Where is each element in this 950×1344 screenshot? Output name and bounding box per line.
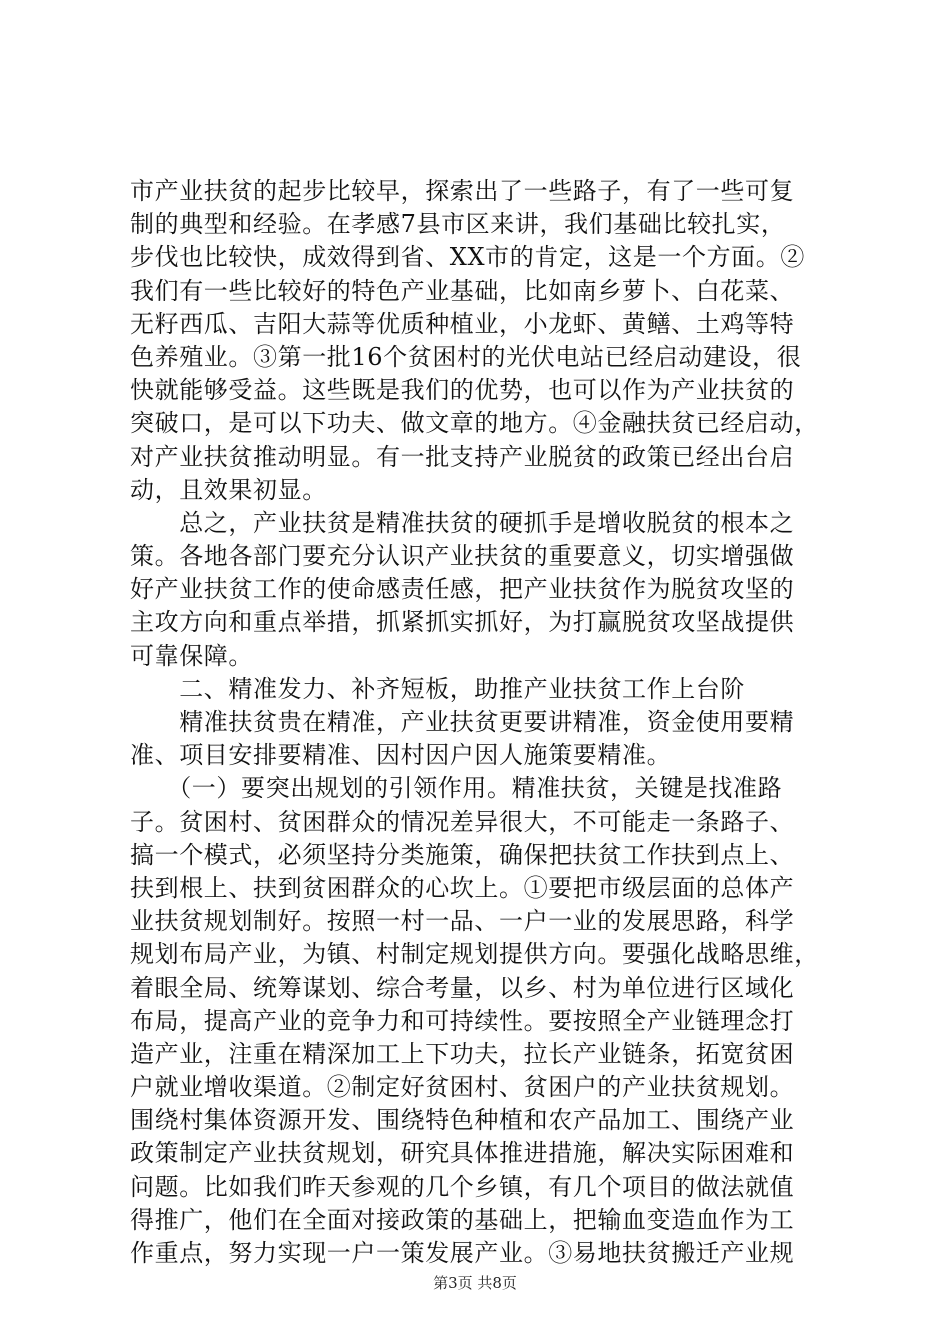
text-line: 对产业扶贫推动明显。有一批支持产业脱贫的政策已经出台启 bbox=[130, 442, 795, 471]
text-line: 政策制定产业扶贫规划，研究具体推进措施，解决实际困难和 bbox=[130, 1139, 795, 1168]
text-line: 搞一个模式，必须坚持分类施策，确保把扶贫工作扶到点上、 bbox=[130, 840, 795, 869]
text-line: 可靠保障。 bbox=[130, 641, 253, 670]
text-line: 制的典型和经验。在孝感7县市区来讲，我们基础比较扎实， bbox=[130, 210, 786, 239]
text-line: 准、项目安排要精准、因村因户因人施策要精准。 bbox=[130, 741, 672, 770]
text-line: 动，且效果初显。 bbox=[130, 475, 327, 504]
text-line: 市产业扶贫的起步比较早，探索出了一些路子，有了一些可复 bbox=[130, 177, 795, 205]
text-line: （一）要突出规划的引领作用。精准扶贫，关键是找准路 bbox=[130, 774, 783, 803]
text-line: 策。各地各部门要充分认识产业扶贫的重要意义，切实增强做 bbox=[130, 542, 795, 571]
body-text bbox=[130, 175, 830, 1270]
text-line: 业扶贫规划制好。按照一村一品、一户一业的发展思路，科学 bbox=[130, 907, 795, 936]
text-line: 作重点，努力实现一户一策发展产业。③易地扶贫搬迁产业规 bbox=[130, 1239, 795, 1267]
text-line: 得推广，他们在全面对接政策的基础上，把输血变造血作为工 bbox=[130, 1205, 795, 1234]
text-line: 扶到根上、扶到贫困群众的心坎上。①要把市级层面的总体产 bbox=[130, 873, 795, 902]
text-line: 问题。比如我们昨天参观的几个乡镇，有几个项目的做法就值 bbox=[130, 1172, 795, 1201]
text-line: 色养殖业。③第一批16个贫困村的光伏电站已经启动建设，很 bbox=[130, 342, 802, 371]
text-line: 总之，产业扶贫是精准扶贫的硬抓手是增收脱贫的根本之 bbox=[130, 508, 795, 537]
text-line: 户就业增收渠道。②制定好贫困村、贫困户的产业扶贫规划。 bbox=[130, 1073, 795, 1102]
page-footer: 第3页 共8页 bbox=[433, 1274, 517, 1292]
text-line: 精准扶贫贵在精准，产业扶贫更要讲精准，资金使用要精 bbox=[130, 708, 795, 736]
text-line: 布局，提高产业的竞争力和可持续性。要按照全产业链理念打 bbox=[130, 1006, 795, 1035]
text-line: 造产业，注重在精深加工上下功夫，拉长产业链条，拓宽贫困 bbox=[130, 1039, 795, 1068]
text-line: 突破口，是可以下功夫、做文章的地方。④金融扶贫已经启动， bbox=[130, 409, 819, 438]
text-line: 快就能够受益。这些既是我们的优势，也可以作为产业扶贫的 bbox=[130, 376, 795, 405]
text-line: 无籽西瓜、吉阳大蒜等优质种植业，小龙虾、黄鳝、土鸡等特 bbox=[130, 309, 795, 338]
text-line: 步伐也比较快，成效得到省、XX市的肯定，这是一个方面。② bbox=[130, 243, 805, 272]
text-line: 子。贫困村、贫困群众的情况差异很大，不可能走一条路子、 bbox=[130, 807, 795, 836]
text-line: 二、精准发力、补齐短板，助推产业扶贫工作上台阶 bbox=[130, 674, 745, 703]
text-line: 好产业扶贫工作的使命感责任感，把产业扶贫作为脱贫攻坚的 bbox=[130, 575, 795, 604]
text-line: 我们有一些比较好的特色产业基础，比如南乡萝卜、白花菜、 bbox=[130, 276, 795, 305]
text-line: 着眼全局、统筹谋划、综合考量，以乡、村为单位进行区域化 bbox=[130, 973, 795, 1002]
text-line: 围绕村集体资源开发、围绕特色种植和农产品加工、围绕产业 bbox=[130, 1106, 795, 1135]
text-line: 主攻方向和重点举措，抓紧抓实抓好，为打赢脱贫攻坚战提供 bbox=[130, 608, 795, 637]
text-line: 规划布局产业，为镇、村制定规划提供方向。要强化战略思维， bbox=[130, 940, 819, 969]
